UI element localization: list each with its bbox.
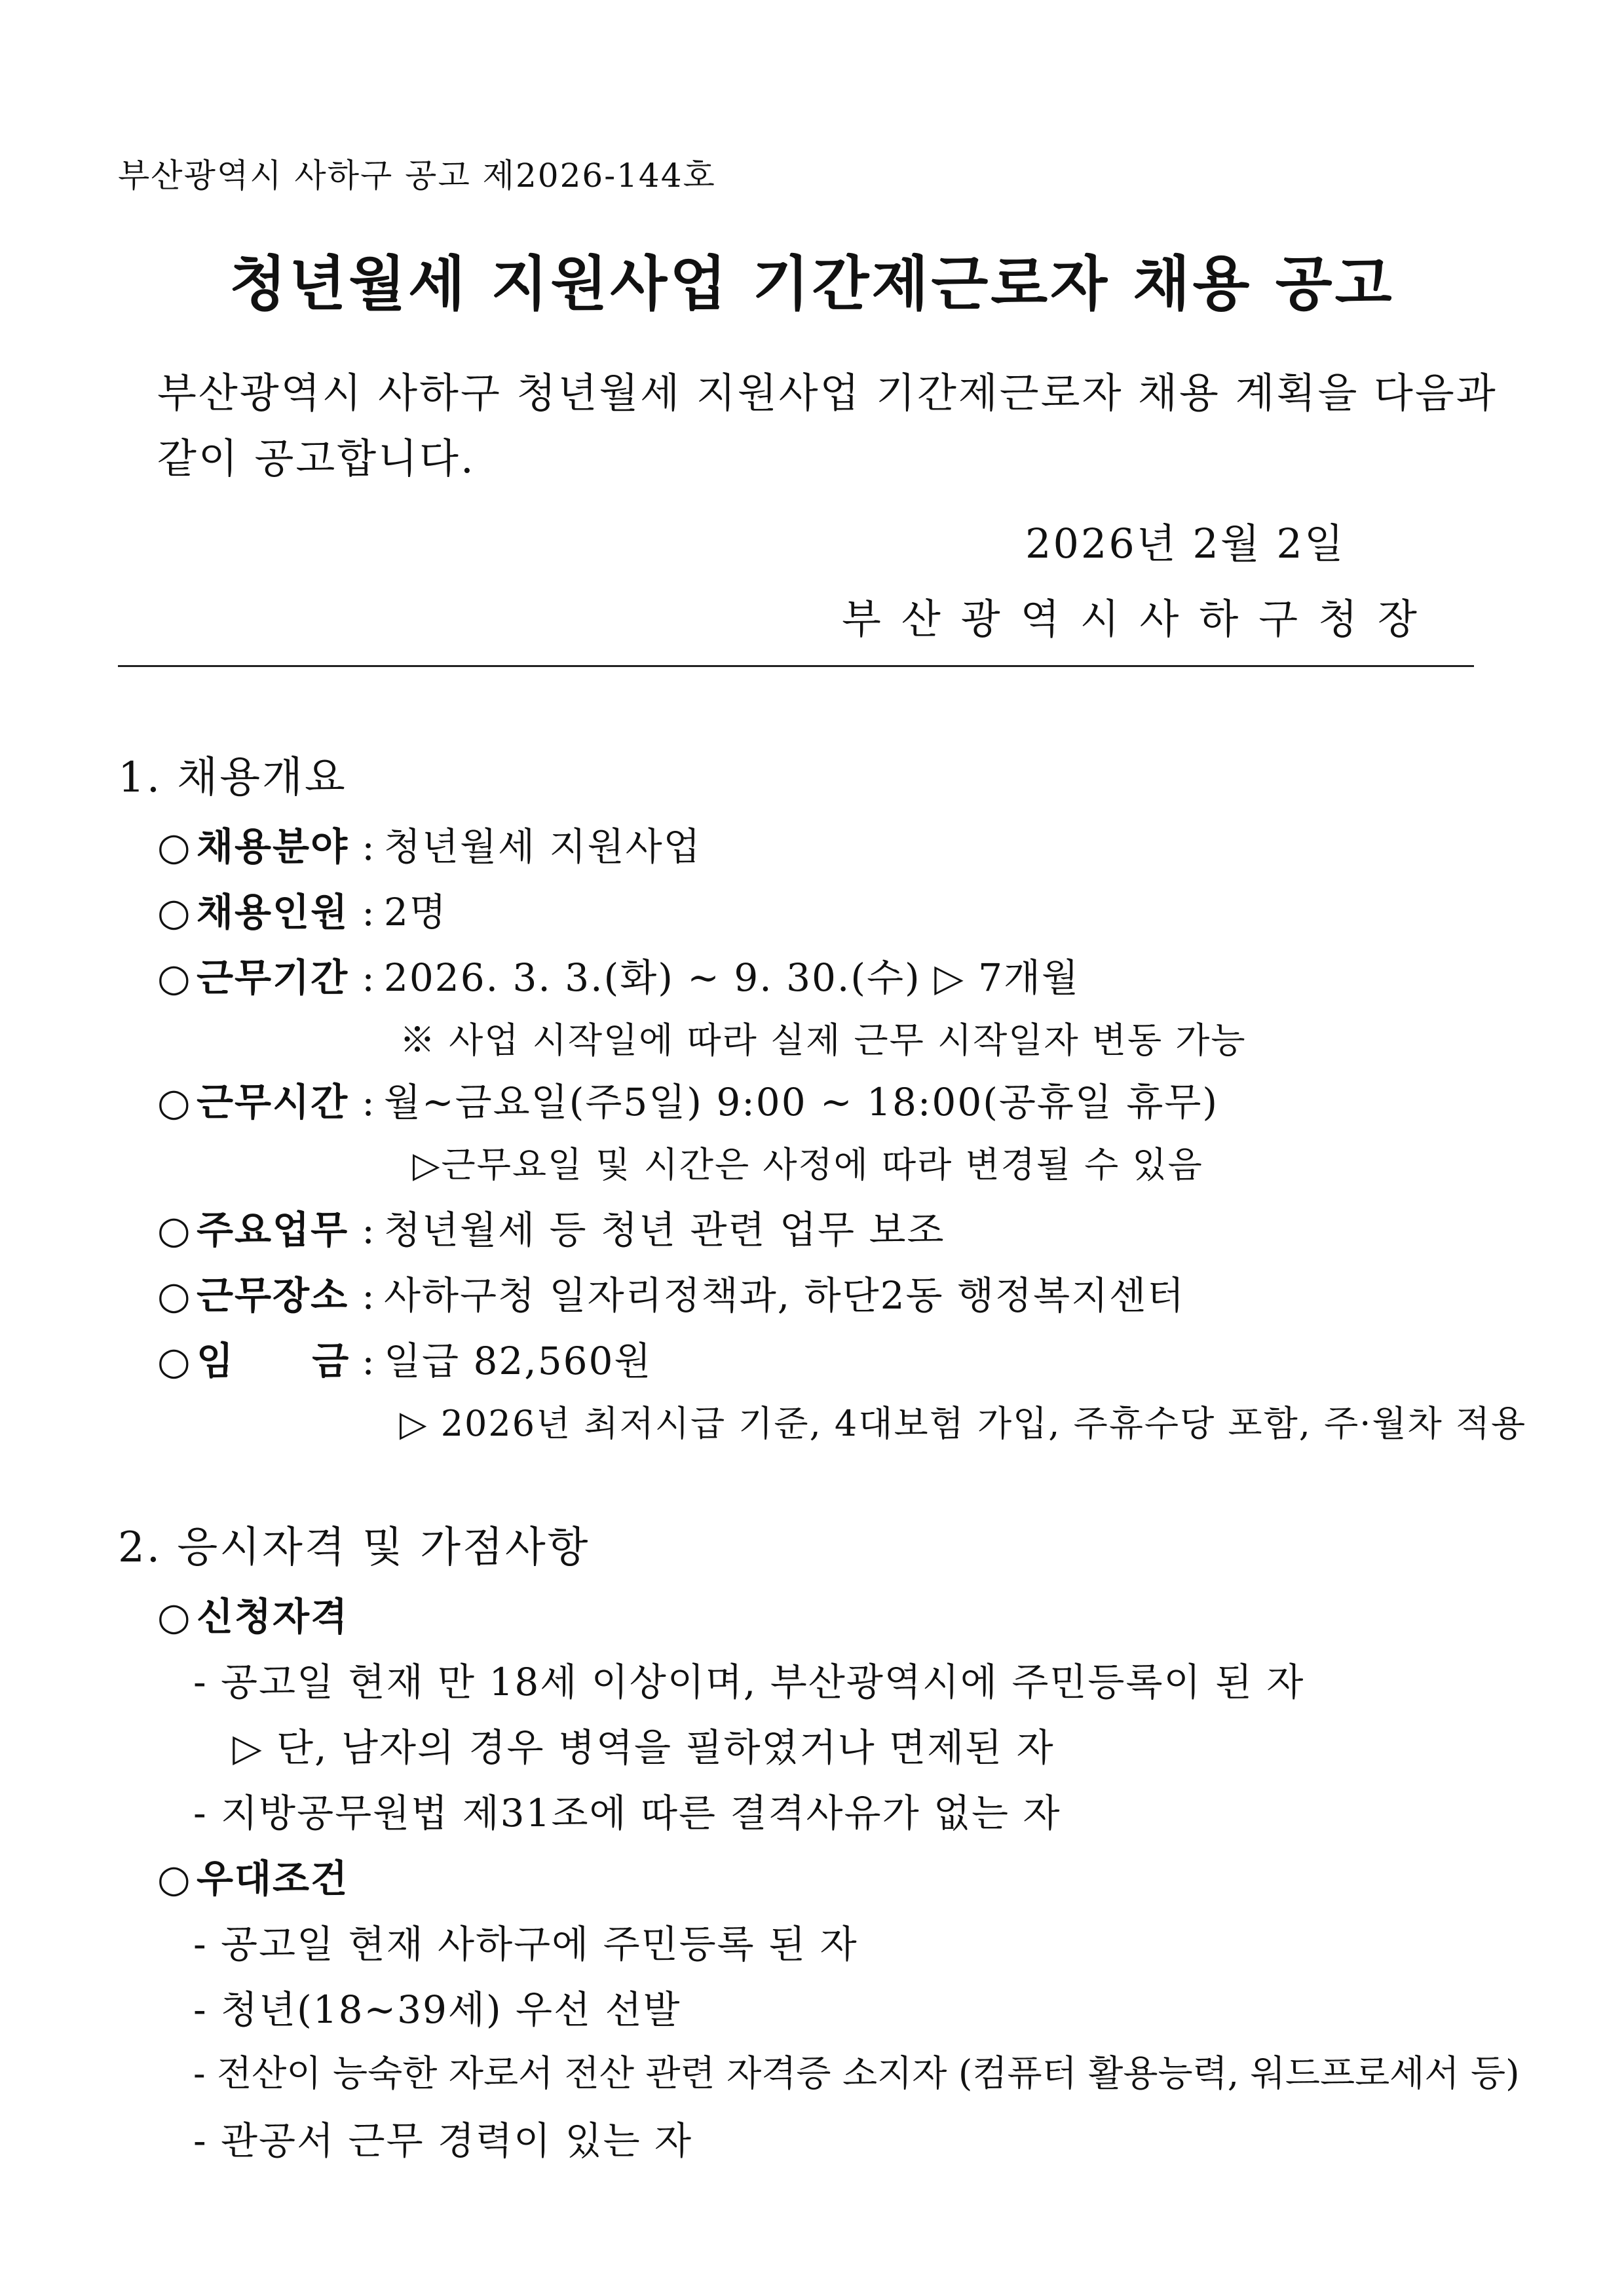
qualifications-label: 신청자격 <box>197 1594 349 1639</box>
colon: : <box>362 890 376 934</box>
announcement-date: 2026년 2월 2일 <box>1025 520 1346 567</box>
circle-bullet-icon: ○ <box>157 1594 192 1639</box>
colon: : <box>362 824 376 869</box>
circle-bullet-icon: ○ <box>157 1208 192 1252</box>
row-label: 근무장소 <box>197 1273 349 1318</box>
row-label: 주요업무 <box>197 1208 349 1252</box>
row-label: 채용인원 <box>197 890 349 934</box>
row-value: 청년월세 지원사업 <box>384 824 702 869</box>
circle-bullet-icon: ○ <box>157 1273 192 1318</box>
overview-row-wage <box>157 1330 652 1385</box>
qualification-item: - 지방공무원법 제31조에 따른 결격사유가 없는 자 <box>193 1791 1061 1835</box>
colon: : <box>362 1339 376 1383</box>
row-label: 임 금 <box>197 1339 350 1383</box>
row-value: 2명 <box>384 890 447 934</box>
row-value: 일급 82,560원 <box>384 1339 652 1383</box>
notice-number: 부산광역시 사하구 공고 제2026-144호 <box>118 157 716 195</box>
circle-bullet-icon: ○ <box>157 1339 192 1383</box>
overview-row-period <box>157 947 1080 1002</box>
wage-note: ▷ 2026년 최저시급 기준, 4대보험 가입, 주휴수당 포함, 주·월차 적용 <box>400 1403 1527 1444</box>
intro-line-1: 부산광역시 사하구 청년월세 지원사업 기간제근로자 채용 계획을 다음과 <box>157 369 1498 417</box>
overview-row-hours <box>157 1071 1218 1126</box>
row-value: 사하구청 일자리정책과, 하단2동 행정복지센터 <box>384 1273 1186 1318</box>
row-label: 채용분야 <box>197 824 349 869</box>
colon: : <box>362 1208 376 1252</box>
row-value: 월~금요일(주5일) 9:00 ~ 18:00(공휴일 휴무) <box>384 1080 1219 1124</box>
preference-item: - 공고일 현재 사하구에 주민등록 된 자 <box>193 1922 858 1966</box>
circle-bullet-icon: ○ <box>157 955 192 1000</box>
circle-bullet-icon: ○ <box>157 1080 192 1124</box>
circle-bullet-icon: ○ <box>157 890 192 934</box>
qualification-subnote: ▷ 단, 남자의 경우 병역을 필하였거나 면제된 자 <box>233 1725 1055 1770</box>
preferences-heading <box>157 1848 349 1903</box>
row-label: 근무시간 <box>197 1080 349 1124</box>
overview-row-duties <box>157 1199 945 1254</box>
qualifications-heading <box>157 1586 349 1641</box>
section-1-heading: 1. 채용개요 <box>118 754 347 802</box>
row-value: 청년월세 등 청년 관련 업무 보조 <box>384 1208 945 1252</box>
qualification-item: - 공고일 현재 만 18세 이상이며, 부산광역시에 주민등록이 된 자 <box>193 1660 1305 1704</box>
circle-bullet-icon: ○ <box>157 1856 192 1901</box>
intro-line-2: 같이 공고합니다. <box>157 434 476 482</box>
document-title: 청년월세 지원사업 기간제근로자 채용 공고 <box>229 250 1395 318</box>
preference-item: - 전산이 능숙한 자로서 전산 관련 자격증 소지자 (컴퓨터 활용능력, 워드프로세서 등) <box>193 2052 1520 2094</box>
preference-item: - 청년(18~39세) 우선 선발 <box>193 1987 681 2032</box>
circle-bullet-icon: ○ <box>157 824 192 869</box>
divider-line <box>118 665 1474 667</box>
colon: : <box>362 1273 376 1318</box>
overview-row-headcount <box>157 881 447 936</box>
row-label: 근무기간 <box>197 955 349 1000</box>
section-2-heading: 2. 응시자격 및 가점사항 <box>118 1523 590 1572</box>
colon: : <box>362 1080 376 1124</box>
hours-note: ▷근무요일 및 시간은 사정에 따라 변경될 수 있음 <box>413 1144 1203 1185</box>
preference-item: - 관공서 근무 경력이 있는 자 <box>193 2118 693 2163</box>
colon: : <box>362 955 376 1000</box>
overview-row-field <box>157 816 702 871</box>
issuing-authority: 부산광역시사하구청장 <box>842 595 1437 643</box>
overview-row-location <box>157 1265 1185 1320</box>
row-value: 2026. 3. 3.(화) ~ 9. 30.(수) ▷ 7개월 <box>384 955 1080 1000</box>
preferences-label: 우대조건 <box>197 1856 349 1901</box>
period-note: ※ 사업 시작일에 따라 실제 근무 시작일자 변동 가능 <box>400 1020 1247 1061</box>
